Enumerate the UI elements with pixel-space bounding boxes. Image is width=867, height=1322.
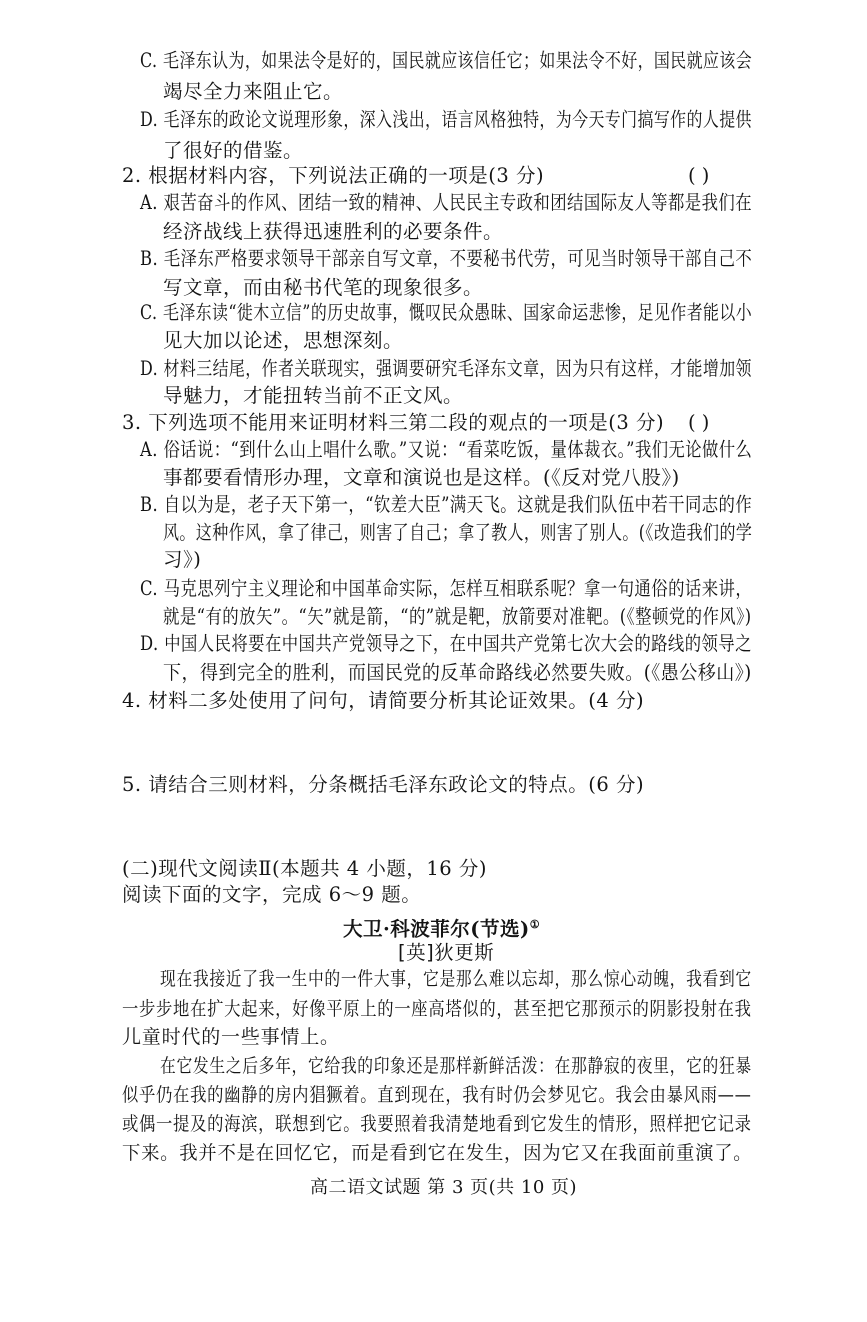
q3-option-b-line1: B. 自以为是，老子天下第一，“钦差大臣”满天飞。这就是我们队伍中若干同志的作 <box>140 493 753 516</box>
q2-option-a-line2: 经济战线上获得迅速胜利的必要条件。 <box>163 220 504 243</box>
passage-p2-line2: 似乎仍在我的幽静的房内猖獗着。直到现在，我有时仍会梦见它。我会由暴风雨—— <box>122 1084 752 1106</box>
section-heading: (二)现代文阅读Ⅱ(本题共 4 小题，16 分) <box>122 857 487 880</box>
q2-option-d-line2: 导魅力，才能扭转当前不正文风。 <box>163 384 464 407</box>
q3-option-b-line3: 习》) <box>163 548 202 571</box>
q3-option-d-line2: 下，得到完全的胜利，而国民党的反革命路线必然要失败。(《愚公移山》) <box>163 661 752 684</box>
q1-option-c-line2: 竭尽全力来阻止它。 <box>163 80 344 103</box>
q2-answer-paren: ( ) <box>688 164 710 187</box>
q5-stem: 5. 请结合三则材料，分条概括毛泽东政论文的特点。(6 分) <box>122 773 645 796</box>
q2-stem: 2. 根据材料内容，下列说法正确的一项是(3 分) <box>122 164 545 187</box>
passage-p2-line1: 在它发生之后多年，它给我的印象还是那样新鲜活泼：在那静寂的夜里，它的狂暴 <box>160 1055 752 1077</box>
q3-option-a-line2: 事都要看情形办理，文章和演说也是这样。(《反对党八股》) <box>163 466 680 489</box>
q2-option-a-line1: A. 艰苦奋斗的作风、团结一致的精神、人民民主专政和团结国际友人等都是我们在 <box>140 191 753 214</box>
q3-option-c-line2: 就是“有的放矢”。“矢”就是箭，“的”就是靶，放箭要对准靶。(《整顿党的作风》) <box>163 605 752 628</box>
q2-option-b-line1: B. 毛泽东严格要求领导干部亲自写文章，不要秘书代劳，可见当时领导干部自己不 <box>140 247 753 270</box>
passage-p2-line3: 或偶一提及的海滨，联想到它。我要照着我清楚地看到它发生的情形，照样把它记录 <box>122 1113 752 1135</box>
passage-author: [英]狄更斯 <box>398 941 495 964</box>
q3-stem: 3. 下列选项不能用来证明材料三第二段的观点的一项是(3 分) <box>122 411 665 434</box>
footnote-marker: ① <box>529 918 541 931</box>
q4-stem: 4. 材料二多处使用了问句，请简要分析其论证效果。(4 分) <box>122 689 645 712</box>
passage-title-text: 大卫·科波菲尔(节选) <box>343 917 530 941</box>
q3-option-a-line1: A. 俗话说：“到什么山上唱什么歌。”又说：“看菜吃饭，量体裁衣。”我们无论做什么 <box>140 438 753 461</box>
section-instruction: 阅读下面的文字，完成 6～9 题。 <box>122 883 422 906</box>
passage-p1-line2: 一步步地在扩大起来，好像平原上的一座高塔似的，甚至把它那预示的阴影投射在我 <box>122 998 752 1020</box>
q1-option-c-line1: C. 毛泽东认为，如果法令是好的，国民就应该信任它；如果法令不好，国民就应该会 <box>140 49 753 72</box>
passage-p1-line3: 儿童时代的一些事情上。 <box>122 1026 340 1048</box>
q1-option-d-line1: D. 毛泽东的政论文说理形象，深入浅出，语言风格独特，为今天专门搞写作的人提供 <box>140 108 752 131</box>
passage-p1-line1: 现在我接近了我一生中的一件大事，它是那么难以忘却，那么惊心动魄，我看到它 <box>160 968 752 990</box>
q2-option-b-line2: 写文章，而由秘书代笔的现象很多。 <box>163 276 484 299</box>
q1-option-d-line2: 了很好的借鉴。 <box>163 139 304 162</box>
passage-title <box>343 912 540 943</box>
q3-option-b-line2: 风。这种作风，拿了律己，则害了自己；拿了教人，则害了别人。(《改造我们的学 <box>163 521 753 544</box>
page-footer: 高二语文试题 第 3 页(共 10 页) <box>310 1177 578 1198</box>
q2-option-d-line1: D. 材料三结尾，作者关联现实，强调要研究毛泽东文章，因为只有这样，才能增加领 <box>140 357 752 380</box>
q3-answer-paren: ( ) <box>688 411 710 434</box>
q3-option-d-line1: D. 中国人民将要在中国共产党领导之下，在中国共产党第七次大会的路线的领导之 <box>140 632 752 655</box>
passage-p2-line4: 下来。我并不是在回忆它，而是看到它在发生，因为它又在我面前重演了。 <box>122 1142 753 1164</box>
q2-option-c-line2: 见大加以论述，思想深刻。 <box>163 329 404 352</box>
q3-option-c-line1: C. 马克思列宁主义理论和中国革命实际，怎样互相联系呢？拿一句通俗的话来讲， <box>140 577 753 600</box>
q2-option-c-line1: C. 毛泽东读“徙木立信”的历史故事，慨叹民众愚昧、国家命运悲惨，足见作者能以小 <box>140 301 753 324</box>
